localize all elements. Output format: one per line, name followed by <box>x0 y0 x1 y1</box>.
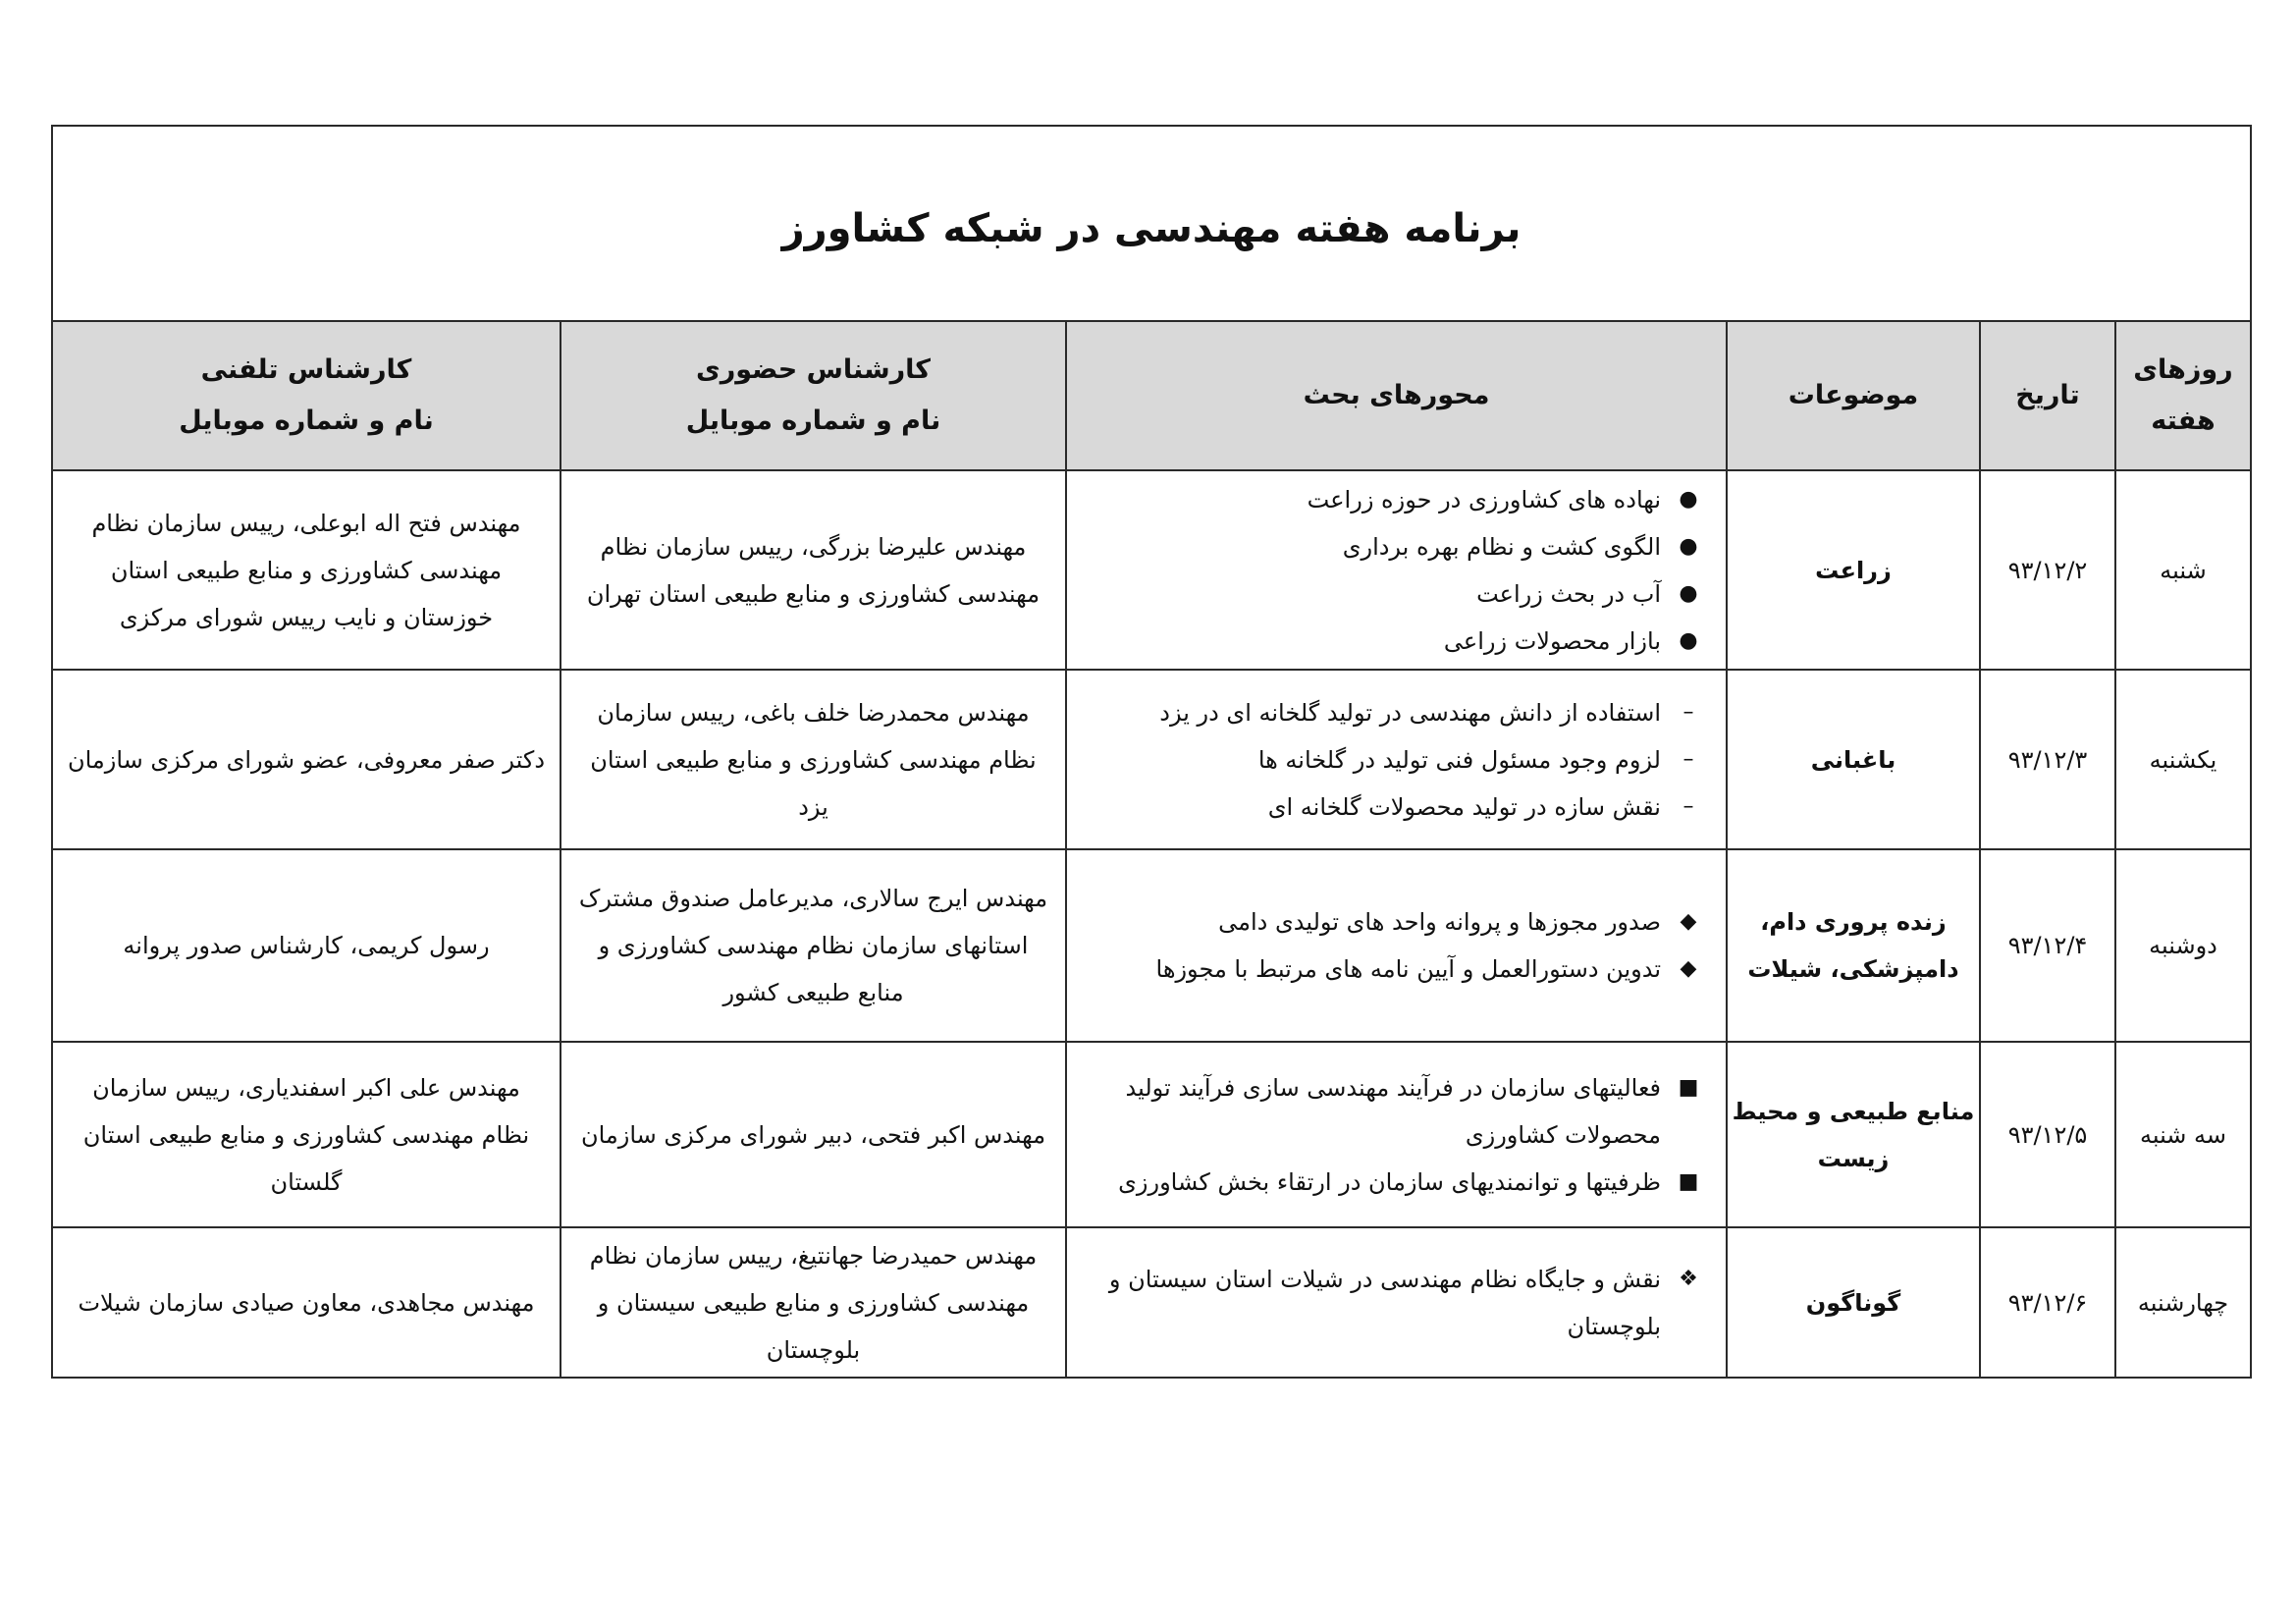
bullet-icon: ● <box>1679 627 1698 653</box>
table-row <box>52 1227 2251 1378</box>
schedule-table <box>51 125 2252 1379</box>
schedule-rows <box>52 470 2251 1378</box>
bullet-icon: ● <box>1679 486 1698 512</box>
header-subject: موضوعات <box>1727 321 1980 470</box>
date-cell: ۹۳/۱۲/۳ <box>1980 670 2115 849</box>
phone-expert-cell: مهندس علی اکبر اسفندیاری، رییس سازمان نظام مهندسی کشاورزی و منابع طبیعی استان گلستان <box>52 1042 561 1227</box>
topics-list <box>1079 689 1702 831</box>
topic-text: نقش سازه در تولید محصولات گلخانه ای <box>1267 792 1661 821</box>
topics-list <box>1079 1064 1702 1206</box>
header-topics: محورهای بحث <box>1066 321 1727 470</box>
date-cell: ۹۳/۱۲/۲ <box>1980 470 2115 670</box>
in-person-expert-cell: مهندس حمیدرضا جهانتیغ، رییس سازمان نظام مهندسی کشاورزی و منابع طبیعی سیستان و بلوچستان <box>561 1227 1066 1378</box>
topics-cell <box>1066 849 1727 1042</box>
bullet-icon: – <box>1682 699 1694 725</box>
topic-text: بازار محصولات زراعی <box>1443 626 1661 655</box>
bullet-icon: ● <box>1679 580 1698 606</box>
in-person-expert-cell: مهندس اکبر فتحی، دبیر شورای مرکزی سازمان <box>561 1042 1066 1227</box>
topics-list <box>1079 898 1702 993</box>
topics-cell <box>1066 1042 1727 1227</box>
bullet-icon: – <box>1682 793 1694 819</box>
topics-cell <box>1066 470 1727 670</box>
table-row <box>52 470 2251 670</box>
topic-item <box>1079 1064 1702 1159</box>
bullet-icon: ◆ <box>1680 909 1697 934</box>
topics-list <box>1079 1256 1702 1350</box>
bullet-icon: ■ <box>1678 1168 1699 1194</box>
header-date: تاریخ <box>1980 321 2115 470</box>
in-person-expert-cell: مهندس ایرج سالاری، مدیرعامل صندوق مشترک استانهای سازمان نظام مهندسی کشاورزی و منابع طبیعی کشور <box>561 849 1066 1042</box>
topic-item <box>1079 1256 1702 1350</box>
topic-text: لزوم وجود مسئول فنی تولید در گلخانه ها <box>1257 745 1661 774</box>
phone-expert-cell: دکتر صفر معروفی، عضو شورای مرکزی سازمان <box>52 670 561 849</box>
topic-text: تدوین دستورالعمل و آیین نامه های مرتبط با مجوزها <box>1155 955 1661 983</box>
topic-item <box>1079 784 1702 831</box>
bullet-icon: ● <box>1679 533 1698 559</box>
topic-text: فعالیتهای سازمان در فرآیند مهندسی سازی فرآیند تولید محصولات کشاورزی <box>1125 1073 1661 1149</box>
bullet-icon: – <box>1682 746 1694 772</box>
topic-item <box>1079 570 1702 618</box>
topic-item <box>1079 618 1702 665</box>
phone-expert-cell: مهندس مجاهدی، معاون صیادی سازمان شیلات <box>52 1227 561 1378</box>
topic-text: ظرفیتها و توانمندیهای سازمان در ارتقاء بخش کشاورزی <box>1118 1167 1661 1196</box>
topic-item <box>1079 946 1702 993</box>
subject-cell: گوناگون <box>1727 1227 1980 1378</box>
day-cell: سه شنبه <box>2115 1042 2251 1227</box>
topic-item <box>1079 1159 1702 1206</box>
bullet-icon: ■ <box>1678 1074 1699 1100</box>
date-cell: ۹۳/۱۲/۴ <box>1980 849 2115 1042</box>
day-cell: شنبه <box>2115 470 2251 670</box>
schedule-document <box>53 125 2252 1379</box>
day-cell: دوشنبه <box>2115 849 2251 1042</box>
subject-cell: باغبانی <box>1727 670 1980 849</box>
in-person-expert-cell: مهندس محمدرضا خلف باغی، رییس سازمان نظام مهندسی کشاورزی و منابع طبیعی استان یزد <box>561 670 1066 849</box>
topic-item <box>1079 523 1702 570</box>
table-row <box>52 1042 2251 1227</box>
header-phone-expert: کارشناس تلفنی نام و شماره موبایل <box>52 321 561 470</box>
date-cell: ۹۳/۱۲/۶ <box>1980 1227 2115 1378</box>
subject-cell: زراعت <box>1727 470 1980 670</box>
topic-text: نهاده های کشاورزی در حوزه زراعت <box>1307 485 1661 514</box>
header-in-person-expert: کارشناس حضوری نام و شماره موبایل <box>561 321 1066 470</box>
header-row <box>52 321 2251 470</box>
table-row <box>52 849 2251 1042</box>
page-title: برنامه هفته مهندسی در شبکه کشاورز <box>52 126 2251 321</box>
bullet-icon: ◆ <box>1680 956 1697 981</box>
header-day: روزهای هفته <box>2115 321 2251 470</box>
in-person-expert-cell: مهندس علیرضا بزرگی، رییس سازمان نظام مهندسی کشاورزی و منابع طبیعی استان تهران <box>561 470 1066 670</box>
phone-expert-cell: رسول کریمی، کارشناس صدور پروانه <box>52 849 561 1042</box>
topic-text: صدور مجوزها و پروانه واحد های تولیدی دامی <box>1218 908 1661 936</box>
topic-item <box>1079 898 1702 946</box>
subject-cell: منابع طبیعی و محیط زیست <box>1727 1042 1980 1227</box>
topic-item <box>1079 736 1702 784</box>
day-cell: چهارشنبه <box>2115 1227 2251 1378</box>
day-cell: یکشنبه <box>2115 670 2251 849</box>
topic-item <box>1079 689 1702 736</box>
topic-text: الگوی کشت و نظام بهره برداری <box>1342 532 1661 561</box>
bullet-icon: ❖ <box>1679 1266 1698 1291</box>
topics-cell <box>1066 670 1727 849</box>
topic-text: آب در بحث زراعت <box>1476 579 1661 608</box>
topic-text: استفاده از دانش مهندسی در تولید گلخانه ای در یزد <box>1159 698 1661 727</box>
topics-cell <box>1066 1227 1727 1378</box>
subject-cell: زنده پروری دام، دامپزشکی، شیلات <box>1727 849 1980 1042</box>
date-cell: ۹۳/۱۲/۵ <box>1980 1042 2115 1227</box>
topics-list <box>1079 476 1702 665</box>
phone-expert-cell: مهندس فتح اله ابوعلی، رییس سازمان نظام مهندسی کشاورزی و منابع طبیعی استان خوزستان و نایب رییس شورای مرکزی <box>52 470 561 670</box>
topic-item <box>1079 476 1702 523</box>
table-row <box>52 670 2251 849</box>
topic-text: نقش و جایگاه نظام مهندسی در شیلات استان سیستان و بلوچستان <box>1108 1265 1661 1340</box>
